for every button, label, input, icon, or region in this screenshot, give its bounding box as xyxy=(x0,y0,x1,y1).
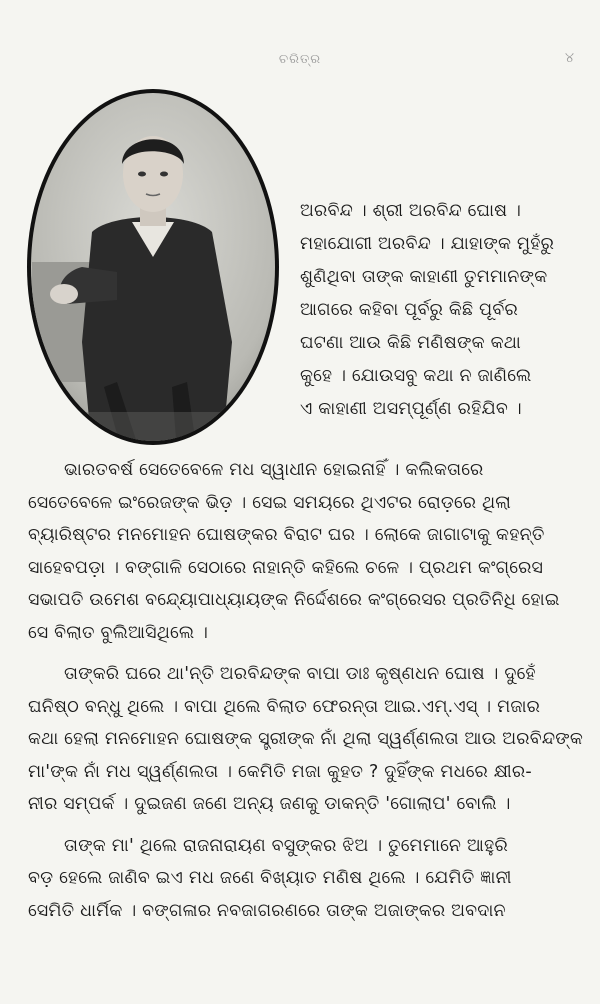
paragraph xyxy=(28,658,584,821)
text-line: ନୀର ସମ୍ପର୍କ । ଦୁଇଜଣ ଜଣେ ଅନ୍ୟ ଜଣକୁ ଡାକନ୍ତି 'ଗୋଲାପ' ବୋଲି । xyxy=(28,794,511,814)
paragraph xyxy=(28,830,576,928)
text-line: ବଡ଼ ହେଲେ ଜାଣିବ ଇଏ ମଧ ଜଣେ ବିଖ୍ୟାତ ମଣିଷ ଥିଲେ । ଯେମିତି ଜ୍ଞାନୀ xyxy=(28,868,512,888)
running-title: ଚରିତ୍ର xyxy=(278,52,322,67)
text-line: ସାହେବପଡ଼ା । ବଙ୍ଗାଳି ସେଠାରେ ନାହାନ୍ତି କହିଲେ ଚଳେ । ପ୍ରଥମ କଂଗ୍ରେସ xyxy=(28,557,544,578)
text-line: ଶୁଣିଥିବା ତାଙ୍କ କାହାଣୀ ତୁମମାନଙ୍କ xyxy=(300,267,548,287)
text-line: ତାଙ୍କ ମା' ଥିଲେ ରାଜନାରାୟଣ ବସୁଙ୍କର ଝିଅ । ତୁମେମାନେ ଆହୁରି xyxy=(64,835,508,856)
portrait-photo xyxy=(22,82,284,452)
text-line: ଏ କାହାଣୀ ଅସମ୍ପୂର୍ଣ୍ଣ ରହିଯିବ । xyxy=(300,399,522,419)
text-line: ମହାଯୋଗୀ ଅରବିନ୍ଦ । ଯାହାଙ୍କ ମୁହଁରୁ xyxy=(300,234,555,254)
text-line: କଥା ହେଲା ମନମୋହନ ଘୋଷଙ୍କ ସ୍ତ୍ରୀଙ୍କ ନାଁ ଥିଲା ସ୍ୱର୍ଣ୍ଣଲତା ଆଉ ଅରବିନ୍ଦଙ୍କ xyxy=(28,729,584,749)
body-text xyxy=(28,454,584,927)
text-line: ସେ ବିଲାତ ବୁଲିଆସିଥିଲେ । xyxy=(28,622,209,643)
page-number: ୪ xyxy=(565,50,574,66)
text-line: ଅରବିନ୍ଦ । ଶ୍ରୀ ଅରବିନ୍ଦ ଘୋଷ । xyxy=(300,201,522,221)
text-line: ଆଗରେ କହିବା ପୂର୍ବରୁ କିଛି ପୂର୍ବର xyxy=(300,300,518,320)
text-line: ବ୍ୟାରିଷ୍ଟର ମନମୋହନ ଘୋଷଙ୍କର ବିରାଟ ଘର । ଲୋକେ ଜାଗାଟାକୁ କହନ୍ତି xyxy=(28,525,545,545)
text-line: ଭାରତବର୍ଷ ସେତେବେଳେ ମଧ ସ୍ୱାଧୀନ ହୋଇନାହିଁ । କଲିକତାରେ xyxy=(64,460,484,480)
text-line: ଘଟଣା ଆଉ କିଛି ମଣିଷଙ୍କ କଥା xyxy=(300,333,521,353)
text-line: ଘନିଷ୍ଠ ବନ୍ଧୁ ଥିଲେ । ବାପା ଥିଲେ ବିଲାତ ଫେରନ୍ତା ଆଇ.ଏମ୍.ଏସ୍ । ମଜାର xyxy=(28,696,541,717)
text-line: କୁହେ । ଯୋଉସବୁ କଥା ନ ଜାଣିଲେ xyxy=(300,366,532,386)
text-line: ତାଙ୍କରି ଘରେ ଥା'ନ୍ତି ଅରବିନ୍ଦଙ୍କ ବାପା ଡାଃ କୃଷ୍ଣଧନ ଘୋଷ । ଦୁହେଁ xyxy=(64,664,536,684)
portrait-photo-icon xyxy=(22,82,284,452)
text-line: ସେତେବେଳେ ଇଂରେଜଙ୍କ ଭିଡ଼ । ସେଇ ସମୟରେ ଥିଏଟର ରୋଡ଼ରେ ଥିଲା xyxy=(28,492,512,513)
text-beside-portrait xyxy=(300,195,590,426)
text-line: ସେମିତି ଧାର୍ମିକ । ବଙ୍ଗଳାର ନବଜାଗରଣରେ ତାଙ୍କ ଅଜାଙ୍କର ଅବଦାନ xyxy=(28,900,506,921)
text-line: ମା'ଙ୍କ ନାଁ ମଧ ସ୍ୱର୍ଣ୍ଣଲତା । କେମିତି ମଜା କୁହତ ? ଦୁହିଁଙ୍କ ମଧରେ କ୍ଷୀର- xyxy=(28,761,532,782)
text-line: ସଭାପତି ଉମେଶ ବନ୍ଦ୍ୟୋପାଧ୍ୟାୟଙ୍କ ନିର୍ଦ୍ଦେଶରେ କଂଗ୍ରେସର ପ୍ରତିନିଧି ହୋଇ xyxy=(28,590,560,610)
paragraph xyxy=(28,454,576,649)
